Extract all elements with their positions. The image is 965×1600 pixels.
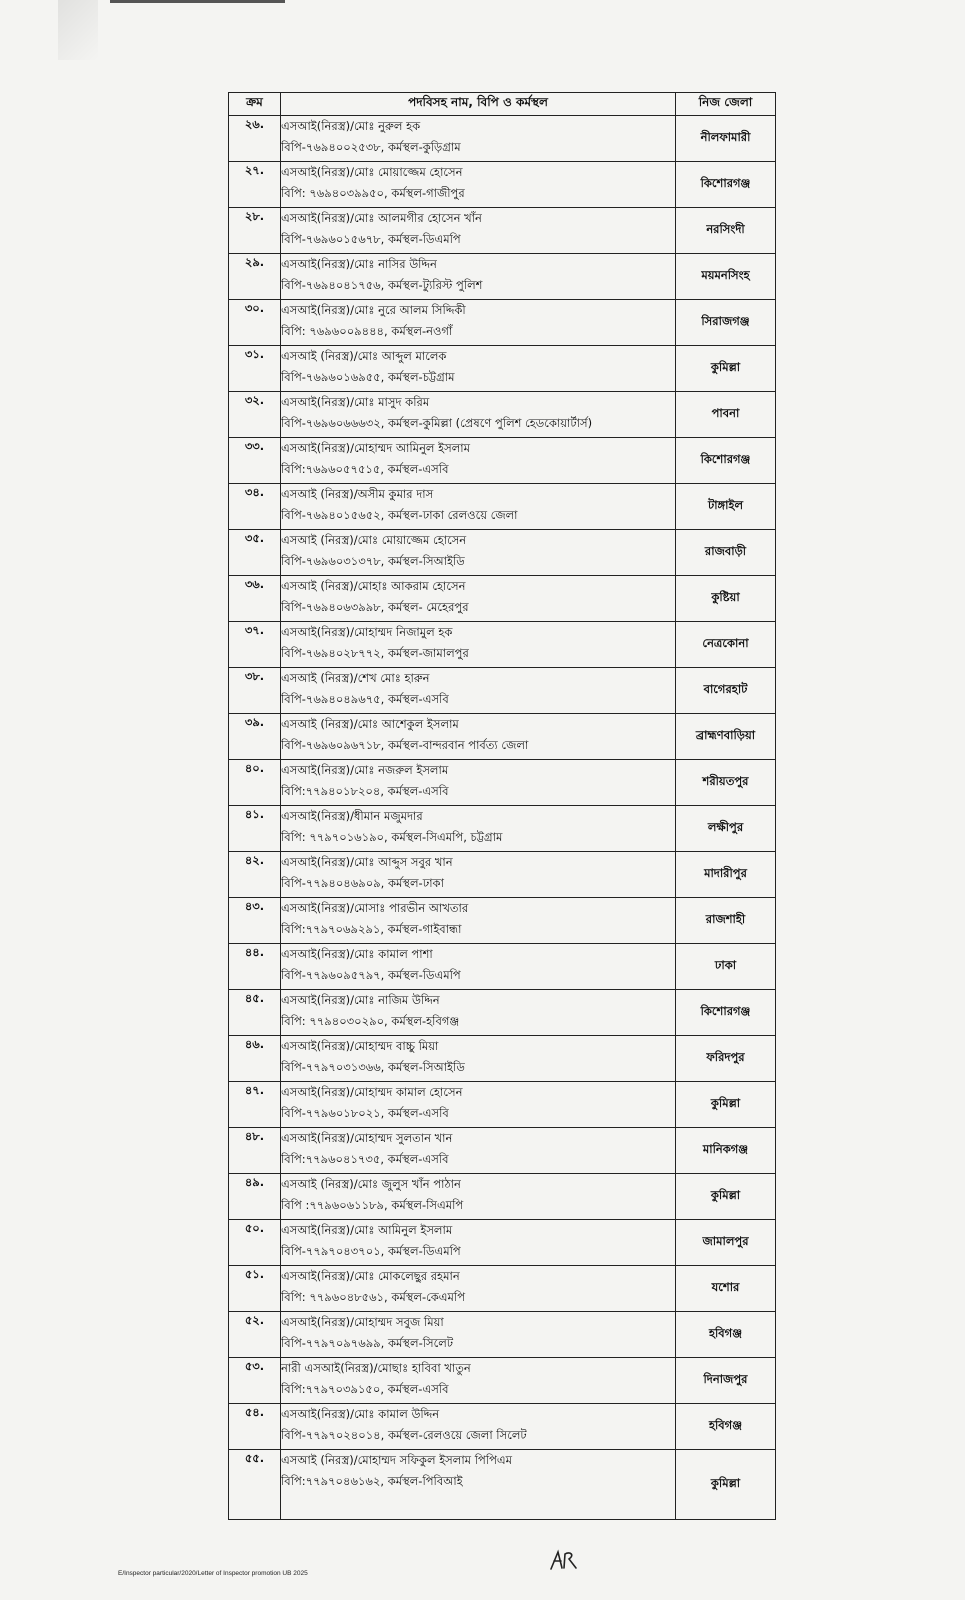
- row-serial: ৩৯.: [229, 714, 281, 760]
- officer-name: এসআই (নিরস্ত্র)/মোঃ জুলুস খাঁন পাঠান: [281, 1177, 461, 1191]
- row-detail: [281, 714, 676, 760]
- home-district: বাগেরহাট: [676, 668, 776, 714]
- row-serial: ৪২.: [229, 852, 281, 898]
- header-serial: ক্রম: [229, 93, 281, 116]
- row-detail: [281, 1082, 676, 1128]
- row-serial: ২৯.: [229, 254, 281, 300]
- bp-and-posting: বিপি:৭৭৯৬০৪১৭৩৫, কর্মস্থল-এসবি: [281, 1152, 449, 1166]
- home-district: কুমিল্লা: [676, 346, 776, 392]
- bp-and-posting: বিপি-৭৬৯৪০৪৯৬৭৫, কর্মস্থল-এসবি: [281, 692, 449, 706]
- officer-name: এসআই(নিরস্ত্র)/মোঃ নজরুল ইসলাম: [281, 763, 449, 777]
- officer-name: এসআই(নিরস্ত্র)/মোহাম্মদ নিজামুল হক: [281, 625, 453, 639]
- officer-name: এসআই (নিরস্ত্র)/মোহাঃ আকরাম হোসেন: [281, 579, 466, 593]
- row-serial: ৩৬.: [229, 576, 281, 622]
- promotion-list-table: [228, 92, 776, 1520]
- bp-and-posting: বিপি-৭৬৯৬০৬৬৬৩২, কর্মস্থল-কুমিল্লা (প্রেষণে পুলিশ হেডকোয়ার্টার্স): [281, 416, 593, 430]
- bp-and-posting: বিপি: ৭৭৯৪০৩০২৯০, কর্মস্থল-হবিগঞ্জ: [281, 1014, 460, 1028]
- row-serial: ৩৪.: [229, 484, 281, 530]
- row-detail: [281, 300, 676, 346]
- home-district: রাজশাহী: [676, 898, 776, 944]
- row-serial: ৪১.: [229, 806, 281, 852]
- home-district: ফরিদপুর: [676, 1036, 776, 1082]
- officer-name: এসআই(নিরস্ত্র)/মোঃ আমিনুল ইসলাম: [281, 1223, 453, 1237]
- row-serial: ৩৫.: [229, 530, 281, 576]
- officer-name: এসআই(নিরস্ত্র)/মোঃ নুরে আলম সিদ্দিকী: [281, 303, 466, 317]
- table-row: [229, 576, 776, 622]
- officer-name: এসআই (নিরস্ত্র)/মোঃ আশেকুল ইসলাম: [281, 717, 459, 731]
- signature: [548, 1548, 580, 1576]
- row-serial: ৪৯.: [229, 1174, 281, 1220]
- row-detail: [281, 484, 676, 530]
- row-detail: [281, 806, 676, 852]
- row-detail: [281, 1312, 676, 1358]
- bp-and-posting: বিপি-৭৭৯৭০৪৩৭০১, কর্মস্থল-ডিএমপি: [281, 1244, 461, 1258]
- home-district: ব্রাহ্মণবাড়িয়া: [676, 714, 776, 760]
- officer-name: এসআই (নিরস্ত্র)/মোঃ আব্দুল মালেক: [281, 349, 447, 363]
- row-serial: ৪৮.: [229, 1128, 281, 1174]
- table-row: [229, 668, 776, 714]
- row-serial: ৫৫.: [229, 1450, 281, 1520]
- row-serial: ৫৪.: [229, 1404, 281, 1450]
- row-serial: ৩৮.: [229, 668, 281, 714]
- officer-name: এসআই(নিরস্ত্র)/মোঃ নাসির উদ্দিন: [281, 257, 437, 271]
- row-detail: [281, 208, 676, 254]
- row-serial: ৪০.: [229, 760, 281, 806]
- officer-name: এসআই(নিরস্ত্র)/মোসাঃ পারভীন আখতার: [281, 901, 469, 915]
- table-row: [229, 1128, 776, 1174]
- table-row: [229, 438, 776, 484]
- bp-and-posting: বিপি:৭৭৯৭০৩৯১৫০, কর্মস্থল-এসবি: [281, 1382, 449, 1396]
- table-row: [229, 1404, 776, 1450]
- home-district: যশোর: [676, 1266, 776, 1312]
- table-row: [229, 1036, 776, 1082]
- table-row: [229, 1358, 776, 1404]
- home-district: টাঙ্গাইল: [676, 484, 776, 530]
- row-serial: ৫২.: [229, 1312, 281, 1358]
- table-row: [229, 1312, 776, 1358]
- bp-and-posting: বিপি-৭৬৯৪০১৫৬৫২, কর্মস্থল-ঢাকা রেলওয়ে জেলা: [281, 508, 518, 522]
- table-row: [229, 162, 776, 208]
- row-serial: ৫১.: [229, 1266, 281, 1312]
- row-detail: [281, 1128, 676, 1174]
- table-row: [229, 622, 776, 668]
- home-district: কিশোরগঞ্জ: [676, 990, 776, 1036]
- row-serial: ২৭.: [229, 162, 281, 208]
- table-row: [229, 944, 776, 990]
- row-serial: ২৮.: [229, 208, 281, 254]
- table-row: [229, 714, 776, 760]
- table-row: [229, 1174, 776, 1220]
- table-row: [229, 254, 776, 300]
- row-serial: ৪৩.: [229, 898, 281, 944]
- home-district: ময়মনসিংহ: [676, 254, 776, 300]
- table-row: [229, 1266, 776, 1312]
- home-district: শরীয়তপুর: [676, 760, 776, 806]
- header-district: নিজ জেলা: [676, 93, 776, 116]
- home-district: কিশোরগঞ্জ: [676, 438, 776, 484]
- row-detail: [281, 1266, 676, 1312]
- row-detail: [281, 1036, 676, 1082]
- officer-name: এসআই (নিরস্ত্র)/অসীম কুমার দাস: [281, 487, 434, 501]
- bp-and-posting: বিপি-৭৭৯৬০৯৫৭৯৭, কর্মস্থল-ডিএমপি: [281, 968, 461, 982]
- top-edge-line: [110, 0, 285, 3]
- home-district: হবিগঞ্জ: [676, 1404, 776, 1450]
- row-serial: ৪৭.: [229, 1082, 281, 1128]
- row-detail: [281, 254, 676, 300]
- officer-name: এসআই(নিরস্ত্র)/মোঃ মাসুদ করিম: [281, 395, 430, 409]
- row-detail: [281, 760, 676, 806]
- officer-name: এসআই(নিরস্ত্র)/মোহাম্মদ বাচ্চু মিয়া: [281, 1039, 439, 1053]
- home-district: কুমিল্লা: [676, 1174, 776, 1220]
- home-district: লক্ষীপুর: [676, 806, 776, 852]
- table-row: [229, 760, 776, 806]
- officer-name: এসআই(নিরস্ত্র)/মোহাম্মদ সবুজ মিয়া: [281, 1315, 444, 1329]
- home-district: জামালপুর: [676, 1220, 776, 1266]
- row-detail: [281, 1404, 676, 1450]
- home-district: নেত্রকোনা: [676, 622, 776, 668]
- home-district: হবিগঞ্জ: [676, 1312, 776, 1358]
- row-serial: ৩৩.: [229, 438, 281, 484]
- table-row: [229, 300, 776, 346]
- table-row: [229, 806, 776, 852]
- table-row: [229, 530, 776, 576]
- bp-and-posting: বিপি-৭৬৯৬০১৬৯৫৫, কর্মস্থল-চট্টগ্রাম: [281, 370, 455, 384]
- officer-name: এসআই(নিরস্ত্র)/মোঃ মোকলেছুর রহমান: [281, 1269, 460, 1283]
- row-detail: [281, 852, 676, 898]
- row-detail: [281, 1450, 676, 1520]
- bp-and-posting: বিপি-৭৭৯৭০৩১৩৬৬, কর্মস্থল-সিআইডি: [281, 1060, 465, 1074]
- row-serial: ৫৩.: [229, 1358, 281, 1404]
- officer-name: এসআই(নিরস্ত্র)/মোঃ কামাল পাশা: [281, 947, 433, 961]
- bp-and-posting: বিপি-৭৬৯৪০৪১৭৫৬, কর্মস্থল-ট্যুরিস্ট পুলিশ: [281, 278, 483, 292]
- officer-name: এসআই(নিরস্ত্র)/মোঃ কামাল উদ্দিন: [281, 1407, 440, 1421]
- row-serial: ৪৫.: [229, 990, 281, 1036]
- table-row: [229, 346, 776, 392]
- bp-and-posting: বিপি-৭৭৯৭০২৪০১৪, কর্মস্থল-রেলওয়ে জেলা সিলেট: [281, 1428, 527, 1442]
- home-district: নীলফামারী: [676, 116, 776, 162]
- bp-and-posting: বিপি:৭৭৯৭০৬৯২৯১, কর্মস্থল-গাইবান্ধা: [281, 922, 462, 936]
- row-detail: [281, 668, 676, 714]
- footer-file-path: E/Inspector particular/2020/Letter of Inspector promotion UB 2025: [118, 1570, 308, 1577]
- officer-name: এসআই(নিরস্ত্র)/মোঃ আলমগীর হোসেন খাঁন: [281, 211, 482, 225]
- officer-name: এসআই(নিরস্ত্র)/মোঃ নুরুল হক: [281, 119, 421, 133]
- bp-and-posting: বিপি-৭৬৯৪০০২৫৩৮, কর্মস্থল-কুড়িগ্রাম: [281, 140, 461, 154]
- officer-name: এসআই(নিরস্ত্র)/মোহাম্মদ সুলতান খান: [281, 1131, 453, 1145]
- officer-name: এসআই(নিরস্ত্র)/ধীমান মজুমদার: [281, 809, 423, 823]
- row-detail: [281, 1220, 676, 1266]
- home-district: কুষ্টিয়া: [676, 576, 776, 622]
- officer-name: এসআই (নিরস্ত্র)/মোঃ মোয়াজ্জেম হোসেন: [281, 533, 467, 547]
- table-row: [229, 1082, 776, 1128]
- row-serial: ৫০.: [229, 1220, 281, 1266]
- bp-and-posting: বিপি:৭৬৯৬০৫৭৫১৫, কর্মস্থল-এসবি: [281, 462, 449, 476]
- officer-name: এসআই (নিরস্ত্র)/মোহাম্মদ সফিকুল ইসলাম পিপিএম: [281, 1453, 513, 1467]
- table-row: [229, 1450, 776, 1520]
- bp-and-posting: বিপি-৭৬৯৪০৬৩৯৯৮, কর্মস্থল- মেহেরপুর: [281, 600, 469, 614]
- bp-and-posting: বিপি-৭৬৯৪০২৮৭৭২, কর্মস্থল-জামালপুর: [281, 646, 469, 660]
- row-detail: [281, 438, 676, 484]
- row-detail: [281, 162, 676, 208]
- officer-name: এসআই(নিরস্ত্র)/মোঃ নাজিম উদ্দিন: [281, 993, 440, 1007]
- officer-name: এসআই(নিরস্ত্র)/মোঃ আব্দুস সবুর খান: [281, 855, 453, 869]
- page-fold-shadow: [58, 0, 98, 60]
- home-district: ঢাকা: [676, 944, 776, 990]
- officer-name: নারী এসআই(নিরস্ত্র)/মোছাঃ হাবিবা খাতুন: [281, 1361, 471, 1375]
- bp-and-posting: বিপি: ৭৬৯৬০০৯৪৪৪, কর্মস্থল-নওগাঁ: [281, 324, 453, 338]
- row-detail: [281, 576, 676, 622]
- bp-and-posting: বিপি: ৭৭৯৬০৪৮৫৬১, কর্মস্থল-কেএমপি: [281, 1290, 466, 1304]
- row-detail: [281, 622, 676, 668]
- home-district: কিশোরগঞ্জ: [676, 162, 776, 208]
- officer-name: এসআই(নিরস্ত্র)/মোহাম্মদ আমিনুল ইসলাম: [281, 441, 471, 455]
- table-row: [229, 1220, 776, 1266]
- bp-and-posting: বিপি-৭৬৯৬০১৫৬৭৮, কর্মস্থল-ডিএমপি: [281, 232, 461, 246]
- signature-mark: [548, 1548, 580, 1572]
- home-district: পাবনা: [676, 392, 776, 438]
- row-serial: ৩২.: [229, 392, 281, 438]
- table-row: [229, 392, 776, 438]
- bp-and-posting: বিপি-৭৭৯৪০৪৬৯০৯, কর্মস্থল-ঢাকা: [281, 876, 444, 890]
- row-detail: [281, 346, 676, 392]
- table-row: [229, 484, 776, 530]
- table-row: [229, 116, 776, 162]
- row-detail: [281, 990, 676, 1036]
- officer-name: এসআই(নিরস্ত্র)/মোহাম্মদ কামাল হোসেন: [281, 1085, 463, 1099]
- home-district: কুমিল্লা: [676, 1450, 776, 1520]
- home-district: দিনাজপুর: [676, 1358, 776, 1404]
- table-row: [229, 852, 776, 898]
- table-row: [229, 208, 776, 254]
- home-district: মাদারীপুর: [676, 852, 776, 898]
- bp-and-posting: বিপি-৭৬৯৬০৯৬৭১৮, কর্মস্থল-বান্দরবান পার্বত্য জেলা: [281, 738, 529, 752]
- bp-and-posting: বিপি:৭৭৯৭০৪৬১৬২, কর্মস্থল-পিবিআই: [281, 1474, 463, 1488]
- bp-and-posting: বিপি :৭৭৯৬০৬১১৮৯, কর্মস্থল-সিএমপি: [281, 1198, 464, 1212]
- home-district: মানিকগঞ্জ: [676, 1128, 776, 1174]
- header-detail: পদবিসহ নাম, বিপি ও কর্মস্থল: [281, 93, 676, 116]
- row-serial: ৩৭.: [229, 622, 281, 668]
- row-detail: [281, 116, 676, 162]
- row-detail: [281, 530, 676, 576]
- table-row: [229, 990, 776, 1036]
- row-detail: [281, 1358, 676, 1404]
- home-district: রাজবাড়ী: [676, 530, 776, 576]
- bp-and-posting: বিপি:৭৭৯৪০১৮২০৪, কর্মস্থল-এসবি: [281, 784, 449, 798]
- officer-name: এসআই(নিরস্ত্র)/মোঃ মোয়াজ্জেম হোসেন: [281, 165, 463, 179]
- table-row: [229, 898, 776, 944]
- home-district: সিরাজগঞ্জ: [676, 300, 776, 346]
- row-detail: [281, 1174, 676, 1220]
- bp-and-posting: বিপি-৭৭৯৬০১৮০২১, কর্মস্থল-এসবি: [281, 1106, 449, 1120]
- bp-and-posting: বিপি-৭৬৯৬০৩১৩৭৮, কর্মস্থল-সিআইডি: [281, 554, 465, 568]
- bp-and-posting: বিপি: ৭৬৯৪০৩৯৯৫০, কর্মস্থল-গাজীপুর: [281, 186, 465, 200]
- officer-name: এসআই (নিরস্ত্র)/শেখ মোঃ হারুন: [281, 671, 430, 685]
- home-district: নরসিংদী: [676, 208, 776, 254]
- row-serial: ৪৬.: [229, 1036, 281, 1082]
- bp-and-posting: বিপি: ৭৭৯৭০১৬১৯০, কর্মস্থল-সিএমপি, চট্টগ্রাম: [281, 830, 503, 844]
- bp-and-posting: বিপি-৭৭৯৭০৯৭৬৯৯, কর্মস্থল-সিলেট: [281, 1336, 454, 1350]
- row-serial: ৩০.: [229, 300, 281, 346]
- row-detail: [281, 944, 676, 990]
- row-serial: ২৬.: [229, 116, 281, 162]
- row-serial: ৩১.: [229, 346, 281, 392]
- home-district: কুমিল্লা: [676, 1082, 776, 1128]
- table-header-row: [229, 93, 776, 116]
- row-detail: [281, 898, 676, 944]
- row-serial: ৪৪.: [229, 944, 281, 990]
- row-detail: [281, 392, 676, 438]
